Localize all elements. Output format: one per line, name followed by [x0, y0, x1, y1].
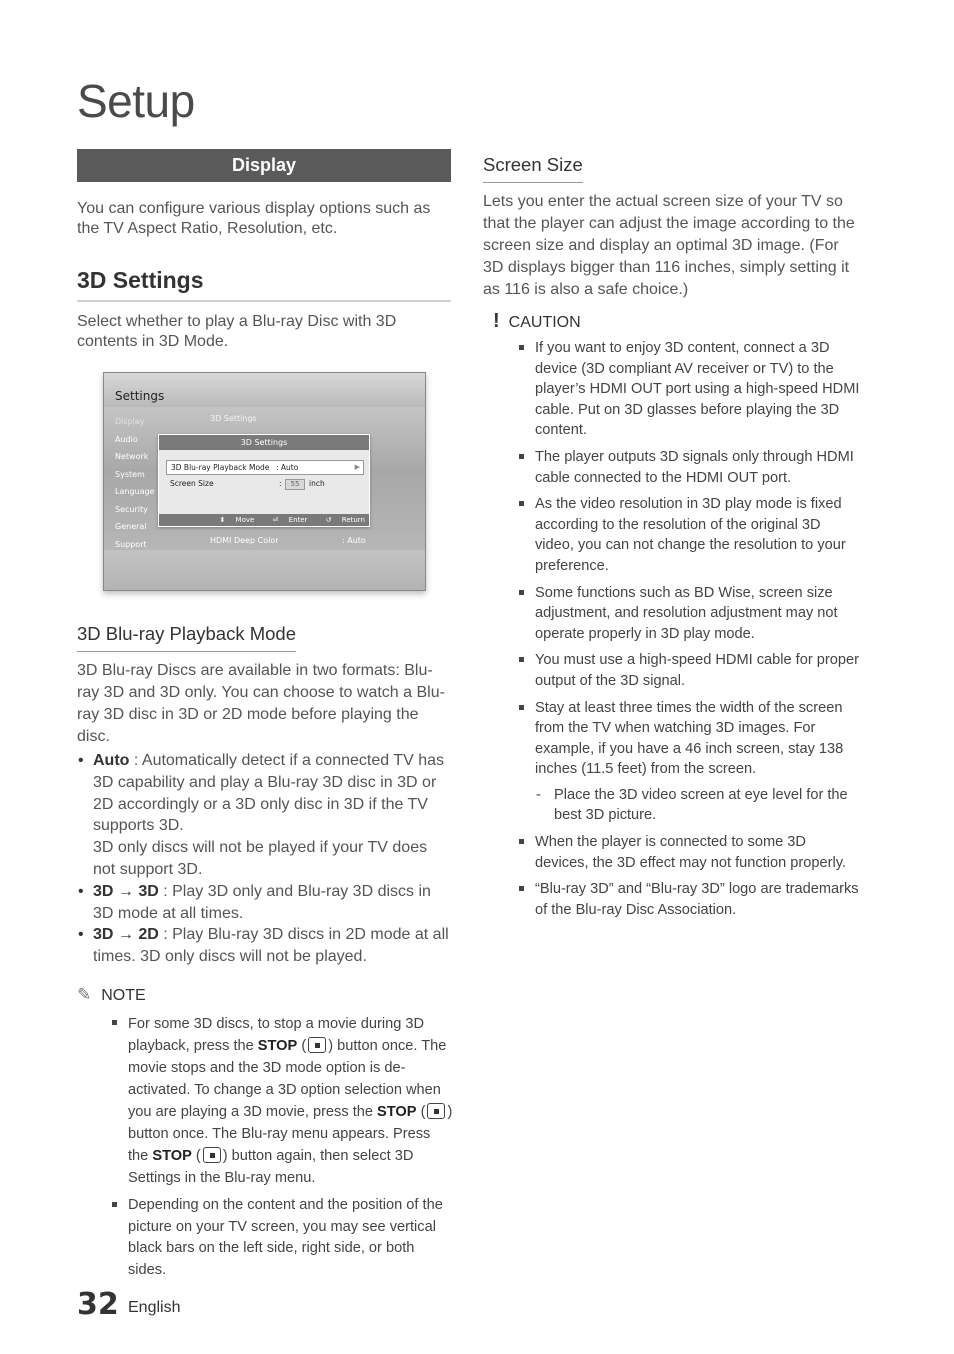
stop-icon [427, 1103, 445, 1119]
left-column [77, 149, 451, 352]
screen-size-unit: inch [309, 479, 325, 488]
menu-item-audio[interactable]: Audio [115, 434, 138, 444]
option-3d-to-3d: • 3D → 3D : Play 3D only and Blu-ray 3D discs in 3D mode at all times. [77, 881, 452, 925]
screen-size-row[interactable] [170, 479, 325, 488]
menu-item-network[interactable]: Network [115, 452, 149, 461]
up-down-icon: ⬍ [219, 516, 228, 524]
playback-mode-options [77, 750, 452, 968]
caution-item: If you want to enjoy 3D content, connect a 3D device (3D compliant AV receiver or TV) to the player’s HDMI OUT port using a high-speed HDMI cable. Put on 3D glasses before playing the 3D content. [517, 338, 861, 441]
return-icon: ↺ [325, 516, 334, 524]
3d-settings-popup [158, 434, 370, 527]
enter-icon: ⏎ [272, 516, 281, 524]
screen-size-label: Screen Size [170, 479, 214, 488]
popup-footer [159, 514, 369, 526]
caution-heading: ! CAUTION [493, 310, 581, 332]
menu-item-display[interactable]: Display [115, 417, 145, 426]
settings-screenshot [103, 372, 426, 591]
note-item: For some 3D discs, to stop a movie during 3D playback, press the STOP ( ) button once. The movie stops and the 3D mode option is de-activated. To change a 3D option selection when you are playing a 3D movie, press the STOP ( ) button once. The Blu-ray menu appears. Press the STOP ( ) button again, then select 3D Settings in the Blu-ray menu. [110, 1013, 454, 1189]
playback-mode-value: : Auto [276, 463, 299, 472]
heading-playback-mode: 3D Blu-ray Playback Mode [77, 623, 296, 652]
heading-screen-size: Screen Size [483, 154, 583, 183]
caution-item: Stay at least three times the width of the screen from the TV when watching 3D images. For example, if you have a 46 inch screen, stay 138 inches (11.5 feet) from the screen. [517, 698, 861, 780]
submenu-3d-settings[interactable]: 3D Settings [210, 414, 257, 423]
caution-list [517, 338, 861, 926]
caution-item: The player outputs 3D signals only through HDMI cable connected to the HDMI OUT port. [517, 447, 861, 488]
page-language: English [128, 1299, 181, 1316]
option-auto: • Auto : Automatically detect if a connected TV has 3D capability and play a Blu-ray 3D disc in 3D or 2D accordingly or a 3D only disc in 3D if the TV supports 3D. 3D only discs will not be played if your TV does not support 3D. [77, 750, 452, 881]
caution-item: “Blu-ray 3D” and “Blu-ray 3D” logo are trademarks of the Blu-ray Disc Association. [517, 879, 861, 920]
caution-subitem: - Place the 3D video screen at eye level for the best 3D picture. [517, 785, 861, 826]
screen-size-text: Lets you enter the actual screen size of your TV so that the player can adjust the image according to the screen size and display an optimal 3D image. (For 3D displays bigger than 116 inches, simply setting it as 116 is also a safe choice.) [483, 193, 855, 298]
menu-item-general[interactable]: General [115, 522, 147, 531]
arrow-right-icon: ▶ [354, 463, 360, 471]
return-hint: ↺ Return [325, 516, 365, 524]
hdmi-deep-color-label[interactable]: HDMI Deep Color [210, 536, 279, 545]
hdmi-deep-color-value: : Auto [342, 536, 366, 545]
note-heading: ✎ NOTE [77, 985, 146, 1004]
settings-menu [115, 413, 154, 553]
popup-title: 3D Settings [159, 435, 369, 450]
caution-item: When the player is connected to some 3D devices, the 3D effect may not function properly. [517, 832, 861, 873]
caution-item: Some functions such as BD Wise, screen size adjustment, and resolution adjustment may not operate properly in 3D play mode. [517, 583, 861, 645]
enter-hint: ⏎ Enter [272, 516, 308, 524]
screen-title: Settings [115, 389, 165, 403]
menu-item-language[interactable]: Language [115, 487, 155, 496]
note-item: Depending on the content and the position of the picture on your TV screen, you may see vertical black bars on the left side, right side, or both sides. [110, 1195, 454, 1281]
3d-settings-text: Select whether to play a Blu-ray Disc with 3D contents in 3D Mode. [77, 313, 397, 350]
option-3d-to-2d: • 3D → 2D : Play Blu-ray 3D discs in 2D mode at all times. 3D only discs will not be played. [77, 924, 452, 968]
caution-item: You must use a high-speed HDMI cable for proper output of the 3D signal. [517, 650, 861, 691]
page-title: Setup [77, 75, 195, 127]
menu-item-security[interactable]: Security [115, 504, 148, 514]
page-number: 32 [77, 1287, 119, 1322]
screen-size-input[interactable]: 55 [285, 479, 305, 490]
exclamation-icon: ! [493, 310, 500, 332]
screen-size-colon: : [279, 479, 282, 488]
display-intro: You can configure various display options such as the TV Aspect Ratio, Resolution, etc. [77, 200, 431, 237]
stop-icon [308, 1037, 326, 1053]
menu-item-system[interactable]: System [115, 469, 145, 479]
menu-item-support[interactable]: Support [115, 539, 147, 549]
caution-item: As the video resolution in 3D play mode is fixed according to the resolution of the original 3D video, you can not change the resolution to your preference. [517, 494, 861, 576]
screen-bottom-bar [104, 550, 425, 590]
playback-mode-row[interactable] [166, 460, 364, 475]
heading-3d-settings: 3D Settings [77, 267, 451, 302]
playback-mode-text: 3D Blu-ray Discs are available in two formats: Blu-ray 3D and 3D only. You can choose to watch a Blu-ray 3D disc in 3D or 2D mode before playing the disc. [77, 662, 445, 745]
move-hint: ⬍ Move [219, 516, 255, 524]
section-bar-display: Display [77, 149, 451, 182]
stop-icon [203, 1147, 221, 1163]
playback-mode-label: 3D Blu-ray Playback Mode [171, 463, 270, 472]
pencil-icon: ✎ [77, 985, 92, 1004]
note-list [110, 1013, 454, 1287]
